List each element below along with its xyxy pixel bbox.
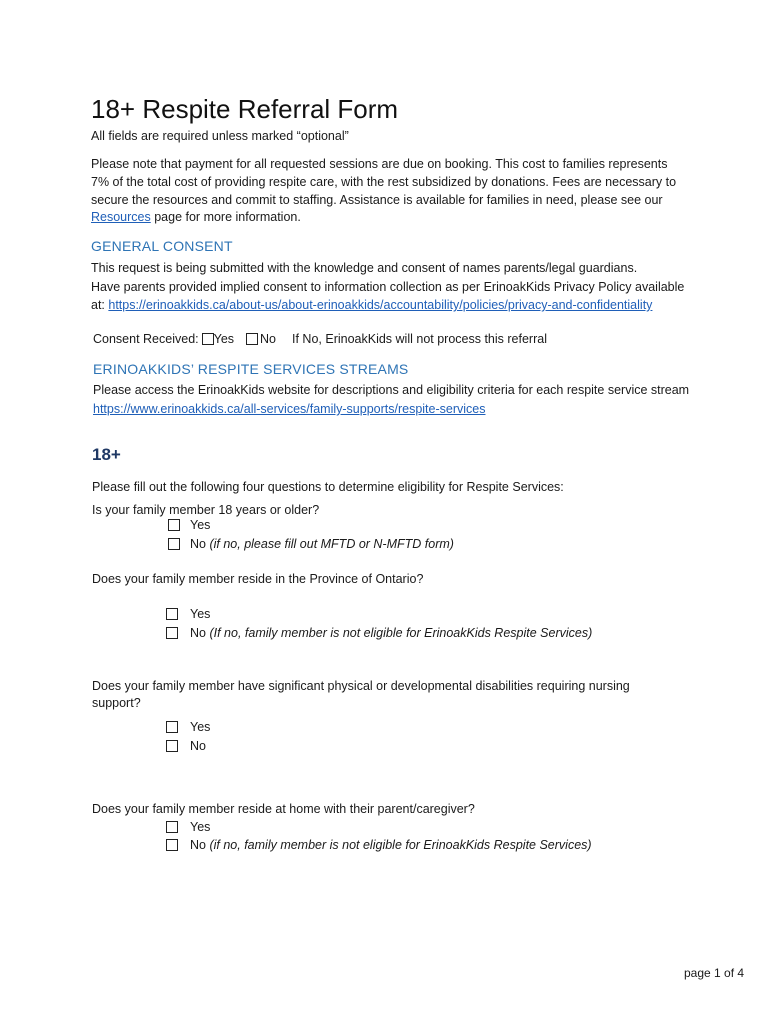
q3-no-label: No xyxy=(190,739,206,753)
q3-yes-option xyxy=(166,718,210,736)
consent-line-2: Have parents provided implied consent to information collection as per ErinoakKids Privacy Policy available xyxy=(91,280,685,294)
resources-link[interactable]: Resources xyxy=(91,210,151,224)
q4-yes-checkbox[interactable] xyxy=(166,821,178,833)
q2-no-note: (If no, family member is not eligible for ErinoakKids Respite Services) xyxy=(209,626,593,640)
section-18-instructions: Please fill out the following four questions to determine eligibility for Respite Services: xyxy=(92,480,564,494)
streams-text: Please access the ErinoakKids website for descriptions and eligibility criteria for each respite service stream xyxy=(93,383,690,397)
q2-yes-checkbox[interactable] xyxy=(166,608,178,620)
privacy-policy-link[interactable]: https://erinoakkids.ca/about-us/about-erinoakkids/accountability/policies/privacy-and-confidentiality xyxy=(108,298,653,312)
general-consent-heading: GENERAL CONSENT xyxy=(91,238,233,254)
intro-line-2: 7% of the total cost of providing respite care, with the rest subsidized by donations. Fees are necessary to xyxy=(91,175,677,189)
consent-no-note: If No, ErinoakKids will not process this referral xyxy=(292,332,547,346)
q4-yes-option xyxy=(166,818,210,836)
consent-no-label: No xyxy=(260,332,277,346)
page-title: 18+ Respite Referral Form xyxy=(91,94,399,124)
intro-line-1: Please note that payment for all requested sessions are due on booking. This cost to families represents xyxy=(91,157,668,171)
question-1: Is your family member 18 years or older? xyxy=(92,503,320,517)
q1-no-checkbox[interactable] xyxy=(168,538,180,550)
required-note: All fields are required unless marked “optional” xyxy=(91,129,349,143)
q1-no-label: No xyxy=(190,537,206,551)
consent-received-row xyxy=(93,330,547,348)
q2-yes-label: Yes xyxy=(190,607,211,621)
q1-no-note: (if no, please fill out MFTD or N-MFTD form) xyxy=(209,537,454,551)
consent-yes-label: Yes xyxy=(213,332,235,346)
q4-no-note: (if no, family member is not eligible for ErinoakKids Respite Services) xyxy=(209,838,592,852)
q4-no-checkbox[interactable] xyxy=(166,839,178,851)
respite-services-link[interactable]: https://www.erinoakkids.ca/all-services/family-supports/respite-services xyxy=(93,402,486,416)
respite-streams-heading: ERINOAKKIDS’ RESPITE SERVICES STREAMS xyxy=(93,361,409,377)
intro-line-3: secure the resources and commit to staffing. Assistance is available for families in need, please see our xyxy=(91,193,663,207)
consent-line-3 xyxy=(91,296,652,314)
q2-no-option xyxy=(166,624,592,642)
intro-line-4 xyxy=(91,208,301,226)
q1-no-option xyxy=(168,535,454,553)
q1-yes-checkbox[interactable] xyxy=(168,519,180,531)
question-3-line-1: Does your family member have significant physical or developmental disabilities requiring nursing xyxy=(92,679,630,693)
question-2: Does your family member reside in the Province of Ontario? xyxy=(92,572,424,586)
streams-link-line xyxy=(93,400,486,418)
q3-yes-checkbox[interactable] xyxy=(166,721,178,733)
q2-no-label: No xyxy=(190,626,206,640)
q1-yes-option xyxy=(168,516,210,534)
q3-no-option xyxy=(166,737,206,755)
consent-line-3-prefix: at: xyxy=(91,298,109,312)
q4-yes-label: Yes xyxy=(190,820,211,834)
consent-line-1: This request is being submitted with the knowledge and consent of names parents/legal guardians. xyxy=(91,261,638,275)
section-18-heading: 18+ xyxy=(92,445,121,464)
q2-yes-option xyxy=(166,605,210,623)
q4-no-label: No xyxy=(190,838,206,852)
q3-no-checkbox[interactable] xyxy=(166,740,178,752)
question-3-line-2: support? xyxy=(92,696,141,710)
page-number: page 1 of 4 xyxy=(684,966,745,980)
q1-yes-label: Yes xyxy=(190,518,211,532)
consent-received-label: Consent Received: xyxy=(93,332,199,346)
q3-yes-label: Yes xyxy=(190,720,211,734)
intro-line-4-text: page for more information. xyxy=(150,210,301,224)
consent-yes-checkbox[interactable] xyxy=(202,333,214,345)
consent-no-checkbox[interactable] xyxy=(246,333,258,345)
question-4: Does your family member reside at home with their parent/caregiver? xyxy=(92,802,475,816)
q4-no-option xyxy=(166,836,592,854)
q2-no-checkbox[interactable] xyxy=(166,627,178,639)
